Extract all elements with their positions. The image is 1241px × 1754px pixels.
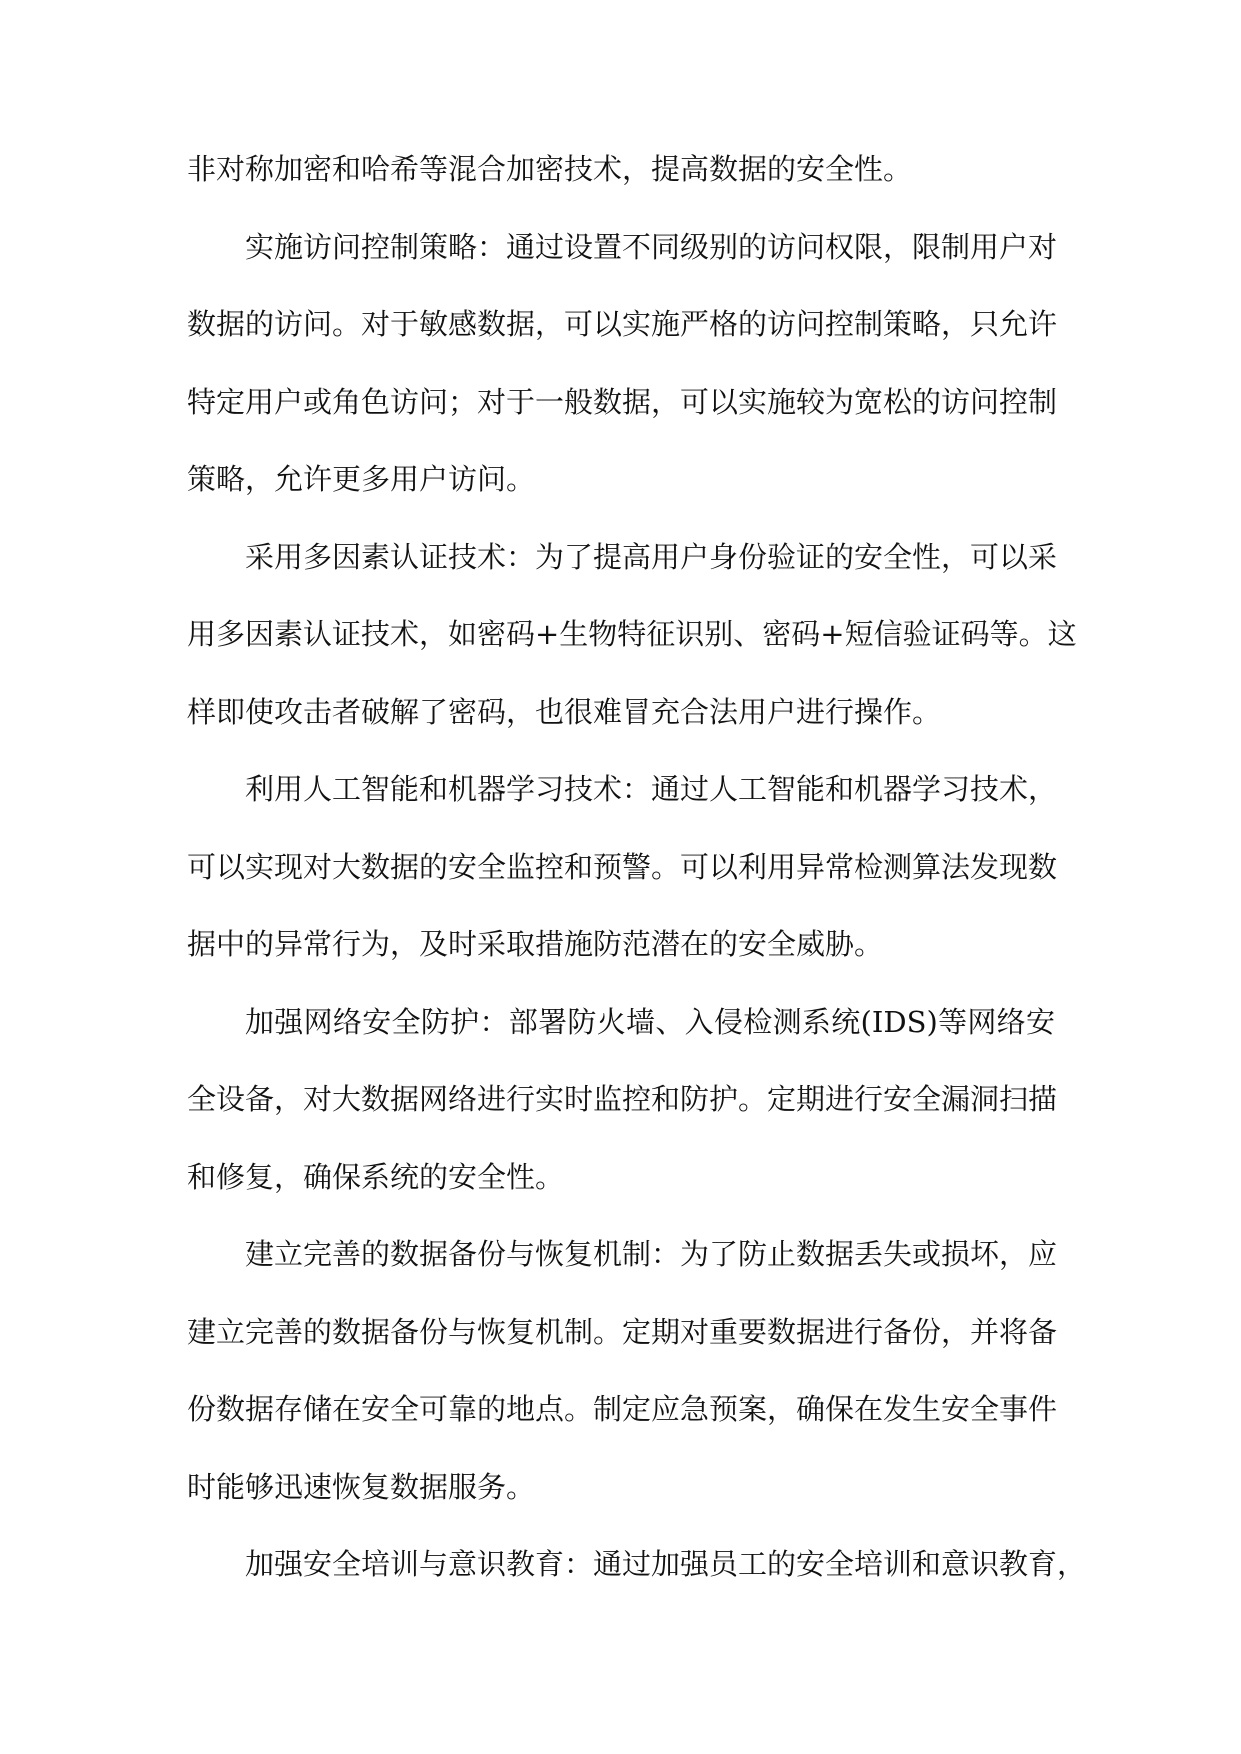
text-line: 和修复，确保系统的安全性。 <box>187 1159 565 1194</box>
text-line: 特定用户或角色访问；对于一般数据，可以实施较为宽松的访问控制 <box>187 384 1058 419</box>
text-line: 全设备，对大数据网络进行实时监控和防护。定期进行安全漏洞扫描 <box>187 1082 1058 1116</box>
body-text <box>187 138 1087 1611</box>
text-line: 非对称加密和哈希等混合加密技术，提高数据的安全性。 <box>187 152 913 186</box>
text-line: 用多因素认证技术，如密码+生物特征识别、密码+短信验证码等。这 <box>187 617 1077 651</box>
text-line: 据中的异常行为，及时采取措施防范潜在的安全威胁。 <box>187 927 884 961</box>
text-line: 可以实现对大数据的安全监控和预警。可以利用异常检测算法发现数 <box>187 849 1058 884</box>
text-line: 利用人工智能和机器学习技术：通过人工智能和机器学习技术， <box>245 772 1058 806</box>
text-line: 数据的访问。对于敏感数据，可以实施严格的访问控制策略，只允许 <box>187 307 1058 341</box>
text-line: 采用多因素认证技术：为了提高用户身份验证的安全性，可以采 <box>245 539 1058 574</box>
text-line: 实施访问控制策略：通过设置不同级别的访问权限，限制用户对 <box>245 229 1058 264</box>
text-line: 加强安全培训与意识教育：通过加强员工的安全培训和意识教育， <box>245 1547 1087 1581</box>
text-line: 时能够迅速恢复数据服务。 <box>187 1469 536 1504</box>
text-line: 份数据存储在安全可靠的地点。制定应急预案，确保在发生安全事件 <box>187 1392 1058 1426</box>
text-line: 建立完善的数据备份与恢复机制。定期对重要数据进行备份，并将备 <box>187 1314 1058 1349</box>
text-line: 加强网络安全防护：部署防火墙、入侵检测系统(IDS)等网络安 <box>245 1004 1055 1039</box>
text-line: 建立完善的数据备份与恢复机制：为了防止数据丢失或损坏，应 <box>245 1237 1058 1271</box>
text-line: 样即使攻击者破解了密码，也很难冒充合法用户进行操作。 <box>187 694 942 729</box>
text-line: 策略，允许更多用户访问。 <box>187 462 536 496</box>
